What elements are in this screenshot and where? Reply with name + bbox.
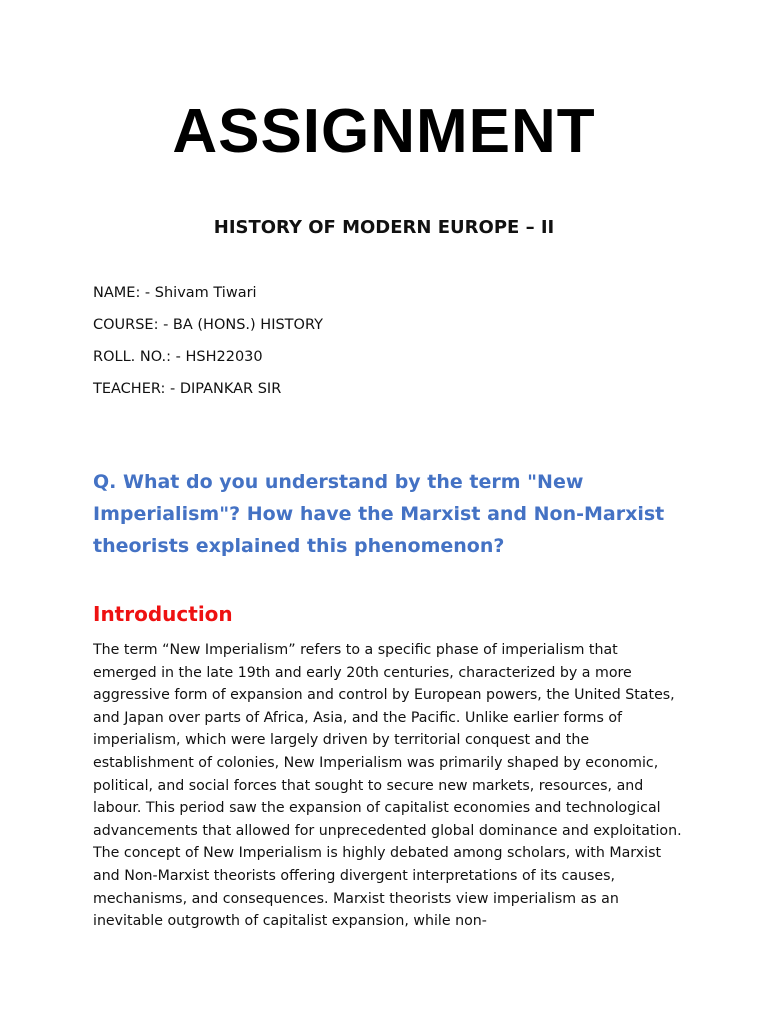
section-heading-introduction: Introduction bbox=[93, 602, 233, 626]
document-title: ASSIGNMENT bbox=[172, 97, 596, 166]
student-teacher: TEACHER: - DIPANKAR SIR bbox=[93, 381, 282, 397]
assignment-question: Q. What do you understand by the term "New Imperialism"? How have the Marxist and Non-Marxist theorists explained this phenomenon? bbox=[93, 471, 665, 557]
student-roll-number: ROLL. NO.: - HSH22030 bbox=[93, 349, 263, 365]
document-subtitle: HISTORY OF MODERN EUROPE – II bbox=[213, 217, 555, 238]
student-details bbox=[93, 282, 693, 410]
introduction-paragraph: The term “New Imperialism” refers to a specific phase of imperialism that emerged in the late 19th and early 20th centuries, characterized by a more aggressive form of expansion and control by European powers, the United States, and Japan over parts of Africa, Asia, and the Pacific. Unlike earlier forms of imperialism, which were largely driven by territorial conquest and the establishment of colonies, New Imperialism was primarily shaped by economic, political, and social forces that sought to secure new markets, resources, and labour. This period saw the expansion of capitalist economies and technological advancements that allowed for unprecedented global dominance and exploitation. The concept of New Imperialism is highly debated among scholars, with Marxist and Non-Marxist theorists offering divergent interpretations of its causes, mechanisms, and consequences. Marxist theorists view imperialism as an inevitable outgrowth of capitalist expansion, while non- bbox=[93, 642, 682, 930]
student-name: NAME: - Shivam Tiwari bbox=[93, 285, 257, 301]
student-course: COURSE: - BA (HONS.) HISTORY bbox=[93, 317, 323, 333]
